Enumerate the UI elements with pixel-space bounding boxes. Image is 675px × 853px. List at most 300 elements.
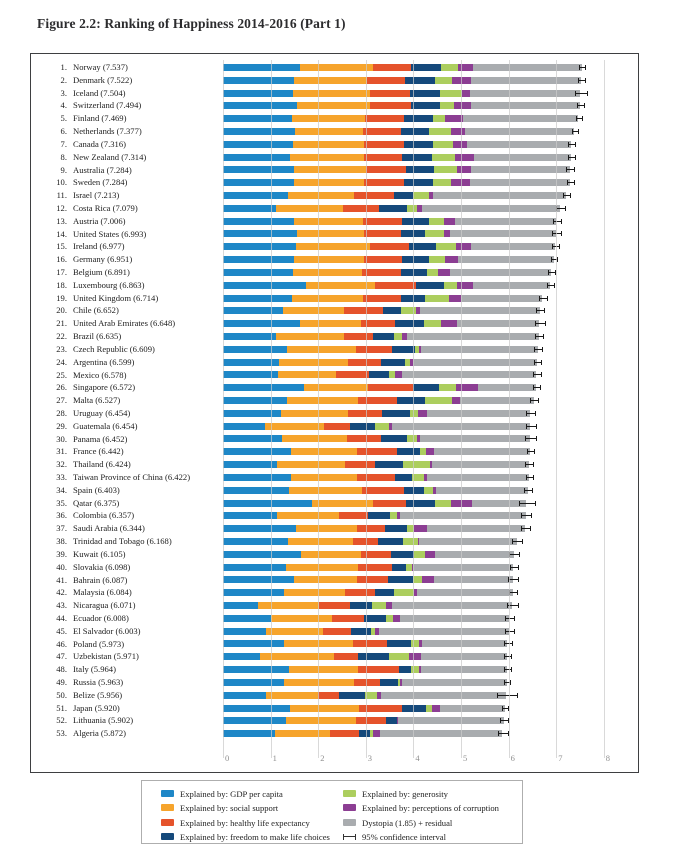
country-rank: 18. bbox=[56, 279, 67, 290]
bar-segment-corruption bbox=[444, 218, 455, 225]
country-row bbox=[31, 240, 638, 253]
country-row bbox=[31, 574, 638, 587]
whisker-line bbox=[526, 464, 533, 465]
bar-segment-corruption bbox=[422, 576, 434, 583]
country-label: Ireland (6.977) bbox=[73, 241, 125, 252]
confidence-interval-whisker bbox=[509, 590, 519, 595]
bar-segment-generosity bbox=[436, 243, 456, 250]
bar-segment-corruption bbox=[432, 705, 440, 712]
stacked-bar bbox=[223, 461, 529, 468]
bar-segment-health bbox=[375, 282, 415, 289]
stacked-bar bbox=[223, 256, 554, 263]
country-label: Algeria (5.872) bbox=[73, 728, 126, 739]
whisker-line bbox=[564, 195, 570, 196]
bar-segment-generosity bbox=[425, 230, 444, 237]
country-row bbox=[31, 343, 638, 356]
bar-segment-freedom bbox=[413, 384, 439, 391]
bar-segment-freedom bbox=[339, 692, 365, 699]
x-tick-label: 4 bbox=[415, 753, 420, 763]
bar-segment-generosity bbox=[435, 500, 451, 507]
country-row bbox=[31, 586, 638, 599]
country-label: Japan (5.920) bbox=[73, 702, 120, 713]
legend-label: Explained by: freedom to make life choices bbox=[180, 832, 330, 843]
country-label: Iceland (7.504) bbox=[73, 87, 126, 98]
bar-segment-gdp bbox=[223, 295, 292, 302]
country-label: Colombia (6.357) bbox=[73, 510, 135, 521]
bar-segment-corruption bbox=[451, 128, 464, 135]
country-rank: 45. bbox=[56, 625, 67, 636]
country-row bbox=[31, 317, 638, 330]
bar-segment-health bbox=[347, 435, 381, 442]
country-rank: 52. bbox=[56, 715, 67, 726]
bar-segment-freedom bbox=[397, 448, 419, 455]
bar-segment-dystopia bbox=[402, 371, 536, 378]
bar-segment-gdp bbox=[223, 666, 289, 673]
bar-segment-dystopia bbox=[440, 705, 505, 712]
bar-segment-freedom bbox=[388, 576, 414, 583]
whisker-line bbox=[498, 695, 517, 696]
bar-segment-dystopia bbox=[402, 679, 507, 686]
bar-segment-dystopia bbox=[427, 410, 530, 417]
bar-segment-freedom bbox=[405, 77, 435, 84]
whisker-line bbox=[513, 541, 522, 542]
bar-segment-social bbox=[294, 256, 364, 263]
country-label: Poland (5.973) bbox=[73, 638, 125, 649]
country-row bbox=[31, 625, 638, 638]
bar-segment-social bbox=[294, 179, 364, 186]
country-rank: 11. bbox=[56, 190, 67, 201]
bar-segment-dystopia bbox=[434, 448, 529, 455]
legend-label: Explained by: generosity bbox=[362, 789, 448, 799]
confidence-interval-whisker bbox=[505, 629, 515, 634]
bar-segment-dystopia bbox=[413, 359, 537, 366]
bar-segment-gdp bbox=[223, 397, 287, 404]
bar-segment-gdp bbox=[223, 269, 293, 276]
country-row bbox=[31, 445, 638, 458]
whisker-line bbox=[536, 336, 543, 337]
bar-segment-health bbox=[343, 205, 379, 212]
country-row bbox=[31, 381, 638, 394]
bar-segment-health bbox=[366, 166, 406, 173]
country-label: Canada (7.316) bbox=[73, 138, 126, 149]
bar-segment-freedom bbox=[392, 564, 406, 571]
stacked-bar bbox=[223, 525, 525, 532]
country-label: Ecuador (6.008) bbox=[73, 612, 129, 623]
bar-segment-social bbox=[288, 538, 354, 545]
bar-segment-corruption bbox=[455, 154, 473, 161]
confidence-interval-whisker bbox=[524, 488, 533, 493]
bar-segment-health bbox=[318, 692, 339, 699]
stacked-bar bbox=[223, 192, 566, 199]
gridline-x8 bbox=[604, 60, 605, 758]
whisker-line bbox=[527, 413, 536, 414]
whisker-line bbox=[568, 182, 574, 183]
country-row bbox=[31, 279, 638, 292]
legend-swatch-dystopia bbox=[343, 819, 356, 826]
country-row bbox=[31, 304, 638, 317]
bar-segment-dystopia bbox=[421, 346, 538, 353]
confidence-interval-whisker bbox=[521, 526, 531, 531]
bar-segment-social bbox=[293, 90, 370, 97]
bar-segment-corruption bbox=[452, 397, 459, 404]
bar-segment-freedom bbox=[385, 525, 406, 532]
bar-segment-gdp bbox=[223, 692, 266, 699]
bar-segment-dystopia bbox=[421, 653, 507, 660]
country-row bbox=[31, 497, 638, 510]
bar-segment-generosity bbox=[427, 269, 438, 276]
bar-segment-gdp bbox=[223, 640, 284, 647]
country-row bbox=[31, 292, 638, 305]
bar-segment-corruption bbox=[409, 653, 421, 660]
bar-segment-health bbox=[356, 717, 386, 724]
bar-segment-social bbox=[290, 705, 358, 712]
bar-segment-freedom bbox=[411, 64, 441, 71]
whisker-line bbox=[540, 298, 546, 299]
confidence-interval-whisker bbox=[551, 257, 558, 262]
country-rank: 1. bbox=[60, 62, 67, 72]
gridline-x2 bbox=[318, 60, 319, 758]
stacked-bar bbox=[223, 179, 570, 186]
bar-segment-social bbox=[266, 628, 322, 635]
bar-segment-social bbox=[266, 692, 317, 699]
country-label: Chile (6.652) bbox=[73, 305, 119, 316]
stacked-bar bbox=[223, 410, 530, 417]
bar-segment-social bbox=[292, 115, 365, 122]
country-label: Czech Republic (6.609) bbox=[73, 343, 155, 354]
country-label: Malta (6.527) bbox=[73, 395, 121, 406]
legend-label: Dystopia (1.85) + residual bbox=[362, 817, 453, 828]
gridline-x6 bbox=[509, 60, 510, 758]
bar-segment-social bbox=[300, 320, 360, 327]
country-rank: 14. bbox=[56, 228, 67, 239]
country-row bbox=[31, 61, 638, 74]
bar-segment-health bbox=[368, 384, 413, 391]
country-row bbox=[31, 99, 638, 112]
country-row bbox=[31, 189, 638, 202]
bar-segment-health bbox=[339, 512, 367, 519]
bar-segment-freedom bbox=[364, 615, 386, 622]
country-label: Belize (5.956) bbox=[73, 689, 123, 700]
confidence-interval-whisker bbox=[508, 577, 519, 582]
bar-segment-freedom bbox=[404, 115, 433, 122]
stacked-bar bbox=[223, 269, 551, 276]
bar-segment-freedom bbox=[382, 410, 410, 417]
country-rank: 46. bbox=[56, 638, 67, 649]
bar-segment-health bbox=[357, 576, 388, 583]
bar-segment-social bbox=[294, 218, 363, 225]
country-row bbox=[31, 471, 638, 484]
bar-segment-social bbox=[304, 384, 368, 391]
confidence-interval-whisker bbox=[579, 65, 586, 70]
bar-segment-health bbox=[324, 423, 350, 430]
country-label: Malaysia (6.084) bbox=[73, 587, 132, 598]
country-label: Germany (6.951) bbox=[73, 254, 133, 265]
bar-segment-gdp bbox=[223, 154, 290, 161]
legend-swatch-freedom bbox=[161, 833, 174, 840]
bar-segment-social bbox=[281, 410, 348, 417]
bar-segment-freedom bbox=[387, 640, 412, 647]
bar-segment-freedom bbox=[402, 256, 429, 263]
bar-segment-health bbox=[330, 730, 359, 737]
stacked-bar bbox=[223, 102, 580, 109]
bar-segment-dystopia bbox=[420, 307, 539, 314]
country-label: New Zealand (7.314) bbox=[73, 151, 147, 162]
bar-segment-gdp bbox=[223, 77, 294, 84]
bar-segment-gdp bbox=[223, 730, 275, 737]
confidence-interval-whisker bbox=[572, 129, 579, 134]
country-row bbox=[31, 676, 638, 689]
country-row bbox=[31, 714, 638, 727]
country-row bbox=[31, 125, 638, 138]
country-rank: 4. bbox=[60, 100, 67, 111]
bar-segment-corruption bbox=[456, 243, 470, 250]
country-rank: 7. bbox=[60, 138, 67, 149]
country-row bbox=[31, 650, 638, 663]
whisker-line bbox=[499, 733, 508, 734]
country-rank: 35. bbox=[56, 497, 67, 508]
bar-segment-freedom bbox=[404, 179, 433, 186]
bar-segment-freedom bbox=[402, 218, 429, 225]
bar-segment-generosity bbox=[429, 256, 445, 263]
bar-segment-health bbox=[370, 90, 410, 97]
bar-segment-social bbox=[290, 154, 364, 161]
country-label: Singapore (6.572) bbox=[73, 382, 136, 393]
bar-segment-gdp bbox=[223, 705, 290, 712]
whisker-line bbox=[576, 93, 587, 94]
stacked-bar bbox=[223, 448, 530, 455]
bar-segment-health bbox=[354, 192, 394, 199]
bar-segment-social bbox=[286, 717, 356, 724]
whisker-line bbox=[535, 349, 541, 350]
bar-segment-corruption bbox=[418, 410, 426, 417]
stacked-bar bbox=[223, 576, 513, 583]
stacked-bar bbox=[223, 500, 526, 507]
confidence-interval-whisker bbox=[578, 78, 586, 83]
confidence-interval-whisker bbox=[563, 193, 571, 198]
country-row bbox=[31, 394, 638, 407]
whisker-line bbox=[510, 554, 519, 555]
stacked-bar bbox=[223, 705, 505, 712]
bar-segment-freedom bbox=[380, 679, 398, 686]
country-rank: 50. bbox=[56, 689, 67, 700]
bar-segment-gdp bbox=[223, 717, 286, 724]
confidence-interval-whisker bbox=[512, 539, 523, 544]
country-rank: 17. bbox=[56, 267, 67, 277]
country-rank: 27. bbox=[56, 395, 67, 406]
country-rank: 8. bbox=[60, 151, 67, 162]
bar-segment-health bbox=[362, 487, 404, 494]
bar-segment-social bbox=[295, 128, 363, 135]
country-label: Belgium (6.891) bbox=[73, 267, 130, 277]
bar-segment-gdp bbox=[223, 205, 276, 212]
legend-swatch-social bbox=[161, 804, 174, 811]
country-rank: 25. bbox=[56, 369, 67, 380]
bar-segment-generosity bbox=[444, 282, 457, 289]
bar-segment-health bbox=[345, 461, 376, 468]
bar-segment-health bbox=[336, 371, 370, 378]
confidence-interval-whisker bbox=[497, 693, 518, 698]
country-rank: 32. bbox=[56, 459, 67, 470]
confidence-interval-whisker bbox=[556, 206, 566, 211]
whisker-line bbox=[534, 374, 541, 375]
bar-segment-freedom bbox=[381, 435, 407, 442]
country-row bbox=[31, 151, 638, 164]
confidence-interval-whisker bbox=[553, 219, 561, 224]
legend-label: 95% confidence interval bbox=[362, 832, 446, 843]
country-label: Uruguay (6.454) bbox=[73, 407, 131, 418]
confidence-interval-whisker bbox=[525, 462, 534, 467]
country-row bbox=[31, 599, 638, 612]
bar-segment-health bbox=[370, 243, 409, 250]
bar-segment-dystopia bbox=[413, 564, 513, 571]
bar-segment-gdp bbox=[223, 512, 277, 519]
bar-segment-social bbox=[294, 576, 357, 583]
whisker-line bbox=[579, 80, 585, 81]
bar-segment-corruption bbox=[457, 166, 471, 173]
confidence-interval-whisker bbox=[548, 270, 555, 275]
confidence-interval-whisker bbox=[527, 449, 535, 454]
gridline-x3 bbox=[366, 60, 367, 758]
country-rank: 5. bbox=[60, 113, 67, 124]
bar-segment-freedom bbox=[395, 474, 412, 481]
bar-segment-corruption bbox=[438, 269, 450, 276]
country-rank: 34. bbox=[56, 484, 67, 495]
bar-segment-freedom bbox=[386, 717, 397, 724]
bar-segment-gdp bbox=[223, 564, 286, 571]
country-row bbox=[31, 638, 638, 651]
country-rank: 12. bbox=[56, 202, 67, 213]
gridline-x7 bbox=[556, 60, 557, 758]
country-label: Saudi Arabia (6.344) bbox=[73, 523, 145, 534]
stacked-bar bbox=[223, 166, 570, 173]
bar-segment-gdp bbox=[223, 615, 271, 622]
country-rank: 44. bbox=[56, 612, 67, 623]
bar-segment-dystopia bbox=[417, 589, 513, 596]
bar-segment-generosity bbox=[432, 154, 456, 161]
country-label: Italy (5.964) bbox=[73, 664, 116, 675]
bar-segment-gdp bbox=[223, 102, 297, 109]
bar-segment-social bbox=[292, 295, 363, 302]
bar-segment-freedom bbox=[351, 628, 372, 635]
bar-segment-freedom bbox=[406, 166, 435, 173]
bar-segment-generosity bbox=[434, 166, 457, 173]
bar-segment-dystopia bbox=[450, 230, 556, 237]
bar-segment-social bbox=[282, 435, 347, 442]
bar-segment-health bbox=[344, 307, 383, 314]
bar-segment-generosity bbox=[439, 384, 455, 391]
bar-segment-gdp bbox=[223, 423, 265, 430]
country-row bbox=[31, 484, 638, 497]
country-rank: 51. bbox=[56, 702, 67, 713]
bar-segment-dystopia bbox=[419, 538, 517, 545]
bar-segment-generosity bbox=[411, 666, 419, 673]
bar-segment-freedom bbox=[381, 359, 405, 366]
country-label: Denmark (7.522) bbox=[73, 74, 133, 85]
confidence-interval-whisker bbox=[525, 436, 536, 441]
bar-segment-gdp bbox=[223, 166, 294, 173]
stacked-bar bbox=[223, 230, 556, 237]
bar-segment-health bbox=[367, 77, 405, 84]
country-label: United States (6.993) bbox=[73, 228, 147, 239]
whisker-line bbox=[580, 67, 585, 68]
whisker-line bbox=[501, 720, 508, 721]
country-label: United Kingdom (6.714) bbox=[73, 292, 159, 303]
country-label: Netherlands (7.377) bbox=[73, 126, 142, 137]
bar-segment-health bbox=[353, 640, 386, 647]
bar-segment-health bbox=[362, 269, 401, 276]
whisker-line bbox=[506, 618, 513, 619]
bar-segment-generosity bbox=[413, 576, 421, 583]
country-rank: 3. bbox=[60, 87, 67, 98]
confidence-interval-whisker bbox=[568, 142, 576, 147]
bar-segment-generosity bbox=[433, 179, 451, 186]
country-rank: 53. bbox=[56, 728, 67, 739]
bar-segment-health bbox=[364, 256, 402, 263]
bar-segment-health bbox=[364, 230, 401, 237]
bar-segment-freedom bbox=[350, 423, 375, 430]
country-row bbox=[31, 548, 638, 561]
whisker-line bbox=[525, 490, 532, 491]
bar-segment-dystopia bbox=[471, 77, 581, 84]
bar-segment-social bbox=[275, 730, 330, 737]
country-rank: 6. bbox=[60, 126, 67, 137]
bar-segment-dystopia bbox=[420, 435, 530, 442]
bar-segment-gdp bbox=[223, 141, 293, 148]
country-rank: 48. bbox=[56, 664, 67, 675]
whisker-line bbox=[536, 323, 544, 324]
country-row bbox=[31, 522, 638, 535]
bar-segment-freedom bbox=[379, 205, 407, 212]
country-row bbox=[31, 266, 638, 279]
stacked-bar bbox=[223, 423, 530, 430]
stacked-bar bbox=[223, 154, 571, 161]
bar-segment-dystopia bbox=[450, 269, 551, 276]
bar-segment-generosity bbox=[435, 77, 452, 84]
bar-segment-dystopia bbox=[471, 243, 555, 250]
bar-segment-generosity bbox=[389, 653, 409, 660]
gridline-x1 bbox=[271, 60, 272, 758]
bar-segment-generosity bbox=[375, 423, 388, 430]
confidence-interval-icon bbox=[343, 834, 356, 840]
bar-segment-corruption bbox=[373, 730, 380, 737]
bar-segment-health bbox=[357, 474, 395, 481]
confidence-interval-whisker bbox=[533, 385, 541, 390]
country-rank: 33. bbox=[56, 472, 67, 482]
whisker-line bbox=[567, 169, 574, 170]
bar-segment-gdp bbox=[223, 576, 294, 583]
bar-segment-health bbox=[356, 346, 392, 353]
bar-segment-freedom bbox=[406, 500, 435, 507]
bar-segment-generosity bbox=[407, 205, 417, 212]
bar-segment-freedom bbox=[359, 730, 370, 737]
whisker-line bbox=[531, 400, 538, 401]
stacked-bar bbox=[223, 487, 528, 494]
bar-segment-corruption bbox=[445, 256, 458, 263]
bar-segment-generosity bbox=[403, 538, 418, 545]
country-rank: 29. bbox=[56, 420, 67, 431]
x-tick-label: 0 bbox=[225, 753, 230, 763]
country-row bbox=[31, 420, 638, 433]
whisker-line bbox=[535, 362, 542, 363]
confidence-interval-whisker bbox=[577, 103, 585, 108]
whisker-line bbox=[577, 118, 583, 119]
bar-segment-gdp bbox=[223, 230, 297, 237]
country-label: Panama (6.452) bbox=[73, 433, 128, 444]
bar-segment-gdp bbox=[223, 307, 283, 314]
gridline-x4 bbox=[413, 60, 414, 758]
stacked-bar bbox=[223, 243, 555, 250]
whisker-line bbox=[510, 592, 518, 593]
